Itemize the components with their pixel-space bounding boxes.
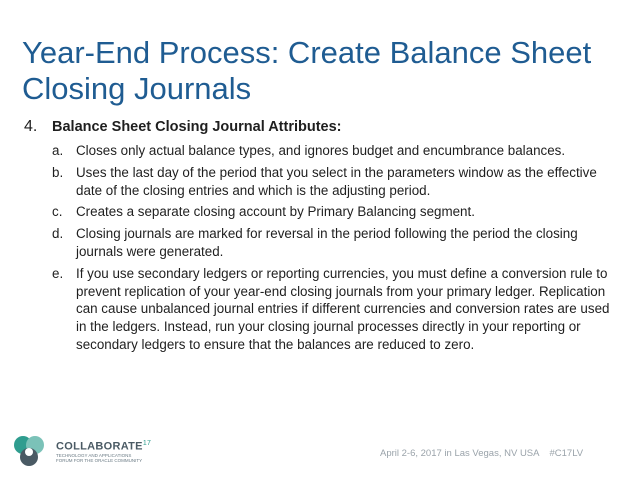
list-item: [52, 164, 624, 200]
list-item-text: Closes only actual balance types, and ignores budget and encumbrance balances.: [76, 143, 566, 158]
list-item-text: Uses the last day of the period that you select in the parameters window as the effective date of the closing entries and which is the adjusting period.: [76, 164, 597, 198]
list-item-letter: c.: [52, 204, 63, 220]
section-label: Balance Sheet Closing Journal Attributes:: [52, 119, 342, 135]
section-number: 4.: [24, 118, 38, 135]
list-item-letter: d.: [52, 226, 64, 242]
list-item: [52, 265, 624, 354]
logo-wordmark: COLLABORATE: [56, 440, 143, 453]
collaborate-logo: [8, 432, 151, 472]
list-item-text: Closing journals are marked for reversal in the period following the period the closing journals were generated.: [76, 226, 578, 259]
logo-name: [56, 440, 151, 453]
logo-year: 17: [142, 440, 152, 448]
collaborate-logo-icon: [8, 432, 52, 472]
list-item-letter: a.: [52, 143, 64, 158]
logo-tagline: TECHNOLOGY AND APPLICATIONS FORUM FOR THE ORACLE COMMUNITY: [56, 452, 143, 464]
list-item: [52, 142, 624, 160]
slide-title: Year-End Process: Create Balance Sheet Closing Journals: [22, 34, 592, 106]
section-heading: [24, 118, 624, 136]
event-dates: April 2-6, 2017 in Las Vegas, NV USA: [380, 448, 540, 459]
list-item-letter: e.: [52, 265, 64, 281]
list-item-text: If you use secondary ledgers or reporting currencies, you must define a conversion rule to prevent replication of your year-end closing journals from your primary ledger. Replication can cause unbalanced journal entries if different currencies and conversion rates are used in the ledgers. Instead, run your closing journal processes directly in your reporting or secondary ledgers to ensure that the balances are reduced to zero.: [76, 265, 610, 352]
event-hashtag: #C17LV: [549, 448, 584, 459]
content-section: [24, 118, 624, 358]
list-item: [52, 225, 624, 261]
list-item: [52, 203, 624, 221]
footer-event-info: [380, 448, 583, 459]
attribute-list: [24, 142, 624, 354]
list-item-text: Creates a separate closing account by Primary Balancing segment.: [76, 204, 475, 220]
list-item-letter: b.: [52, 164, 64, 180]
